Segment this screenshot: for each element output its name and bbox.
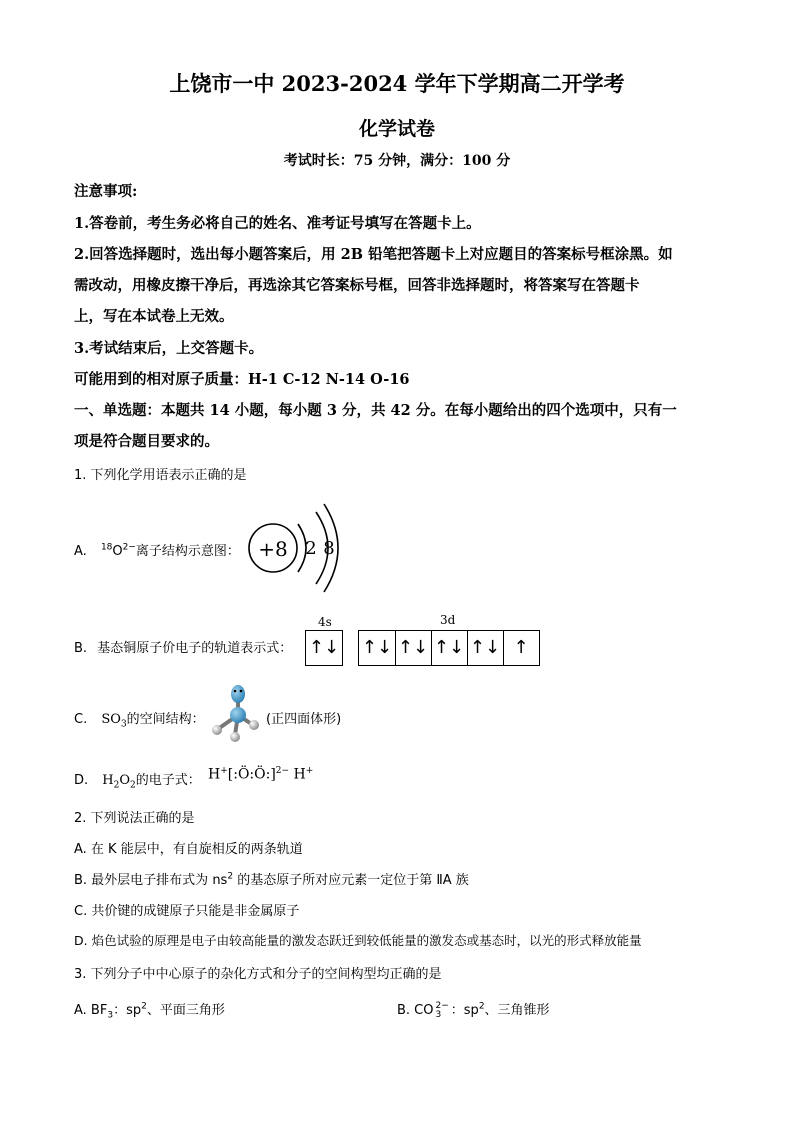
q2-b-pre: B. 最外层电子排布式为 ns xyxy=(74,873,228,888)
q1-stem: 1. 下列化学用语表示正确的是 xyxy=(74,468,247,483)
formula-h-right: H xyxy=(293,766,306,783)
orbital-4s-label: 4s xyxy=(318,615,332,629)
atom-left xyxy=(212,725,222,735)
section-1-heading-line-2: 项是符合题目要求的。 xyxy=(74,433,219,450)
q1-d-label: D. xyxy=(74,773,89,788)
atom-bottom xyxy=(230,732,240,742)
notes-item-2-line-1: 2.回答选择题时，选出每小题答案后，用 2B 铅笔把答题卡上对应题目的答案标号框涂黑。如 xyxy=(74,246,673,263)
nucleus-charge: +8 xyxy=(258,537,288,561)
q2-option-b xyxy=(74,869,469,888)
formula-h-left: H xyxy=(208,766,221,783)
q1-c-formula-sub: 3 xyxy=(120,719,127,730)
notes-item-2-line-2: 需改动，用橡皮擦干净后，再选涂其它答案标号框，回答非选择题时，将答案写在答题卡 xyxy=(74,277,640,294)
shell-2-electrons: 8 xyxy=(323,538,335,559)
exam-title: 上饶市一中 2023-2024 学年下学期高二开学考 xyxy=(169,71,625,96)
q1-c-formula: SO xyxy=(101,712,121,727)
q3-a-post: 、平面三角形 xyxy=(146,1003,225,1018)
so3-ball-model xyxy=(205,683,265,747)
notes-item-2-line-3: 上，写在本试卷上无效。 xyxy=(74,308,234,325)
q2-option-c: C. 共价键的成键原子只能是非金属原子 xyxy=(74,904,300,919)
q1-a-mass: 18 xyxy=(100,542,113,553)
q3-b-charge: 2− xyxy=(435,1000,449,1011)
q3-b-sub: 3 xyxy=(435,1009,442,1020)
formula-h-right-charge: + xyxy=(305,766,314,776)
exam-info: 考试时长：75 分钟，满分：100 分 xyxy=(283,153,511,169)
orbital-4s-cell: ↑↓ xyxy=(308,637,340,658)
central-atom xyxy=(230,707,246,723)
q3-a-mid: ：sp xyxy=(113,1003,142,1018)
ion-structure-diagram xyxy=(244,500,344,596)
q1-a-symbol: O xyxy=(112,544,123,559)
q1-option-c xyxy=(74,708,205,730)
q1-option-d xyxy=(74,769,201,791)
q1-option-b xyxy=(74,637,292,656)
notes-item-1: 1.答卷前，考生务必将自己的姓名、准考证号填写在答题卡上。 xyxy=(74,215,481,232)
orbital-4s-box xyxy=(305,630,343,666)
h2o2-electron-formula xyxy=(208,766,313,783)
q1-d-text: 的电子式： xyxy=(135,773,201,788)
q1-d-formula-sub1: 2 xyxy=(113,780,120,791)
q1-c-text: 的空间结构： xyxy=(126,712,205,727)
orbital-3d-boxes xyxy=(358,630,540,666)
q1-b-text: 基态铜原子价电子的轨道表示式： xyxy=(97,641,293,656)
exam-subject: 化学试卷 xyxy=(358,118,435,140)
q1-b-label: B. xyxy=(74,641,88,656)
orbital-3d-cell: ↑↓ xyxy=(467,631,504,665)
atom-top xyxy=(231,685,245,703)
atom-right xyxy=(249,720,259,730)
section-1-heading-line-1: 一、单选题：本题共 14 小题，每小题 3 分，共 42 分。在每小题给出的四个选项中，只有一 xyxy=(74,402,677,419)
q3-stem: 3. 下列分子中中心原子的杂化方式和分子的空间构型均正确的是 xyxy=(74,967,442,982)
q1-d-formula-b: O xyxy=(119,773,131,788)
q2-b-post: 的基态原子所对应元素一定位于第 ⅡA 族 xyxy=(233,873,469,888)
q3-b-mid: ：sp xyxy=(450,1003,479,1018)
formula-h-left-charge: + xyxy=(220,766,228,776)
q1-d-formula-sub2: 2 xyxy=(130,780,136,791)
q2-option-d: D. 焰色试验的原理是电子由较高能量的激发态跃迁到较低能量的激发态或基态时，以光的形式释放能量 xyxy=(74,933,642,948)
q3-a-pre: A. BF xyxy=(74,1003,108,1018)
orbital-3d-cell: ↑↓ xyxy=(359,631,396,665)
q3-b-sup: 2 xyxy=(478,1001,485,1012)
q1-a-label: A. xyxy=(74,544,87,559)
q3-a-sup: 2 xyxy=(141,1001,147,1012)
q3-b-pre: B. CO xyxy=(397,1003,434,1018)
q1-c-note: (正四面体形) xyxy=(266,712,342,727)
q1-a-text: 离子结构示意图： xyxy=(135,544,240,559)
atomic-masses: 可能用到的相对原子质量：H-1 C-12 N-14 O-16 xyxy=(74,371,410,388)
q1-d-formula-a: H xyxy=(102,773,114,788)
orbital-3d-cell: ↑↓ xyxy=(431,631,468,665)
formula-core-charge: 2− xyxy=(275,766,290,776)
q2-option-a: A. 在 K 能层中，有自旋相反的两条轨道 xyxy=(74,842,303,857)
q2-stem: 2. 下列说法正确的是 xyxy=(74,811,195,826)
orbital-3d-cell: ↑↓ xyxy=(395,631,432,665)
q1-a-charge: 2− xyxy=(122,542,136,553)
orbital-3d-cell: ↑ xyxy=(513,637,529,658)
notes-item-3: 3.考试结束后，上交答题卡。 xyxy=(74,340,264,357)
q3-option-a xyxy=(74,999,225,1021)
q2-b-sup: 2 xyxy=(227,871,234,882)
formula-core: [:Ö:Ö:] xyxy=(227,766,276,783)
q3-a-sub: 3 xyxy=(107,1010,114,1021)
q3-b-post: 、三角锥形 xyxy=(484,1003,550,1018)
shell-1-electrons: 2 xyxy=(305,538,317,559)
orbital-3d-label: 3d xyxy=(440,613,456,627)
q1-c-label: C. xyxy=(74,712,88,727)
q1-option-a xyxy=(74,540,240,559)
q3-option-b xyxy=(397,999,550,1020)
notes-heading: 注意事项: xyxy=(74,183,138,200)
